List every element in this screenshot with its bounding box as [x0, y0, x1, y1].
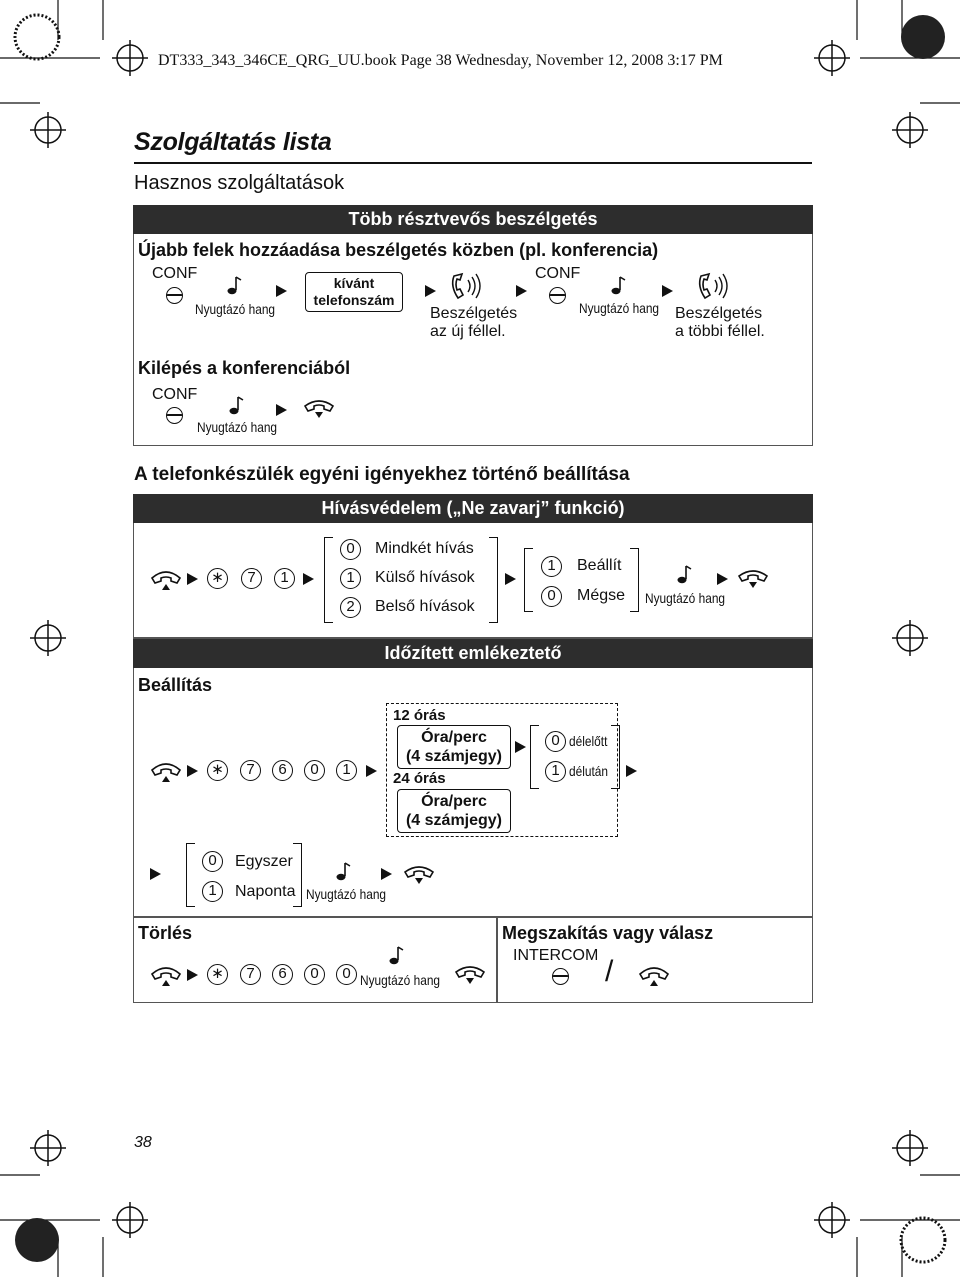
- digit-key: 7: [240, 964, 261, 985]
- off-hook-icon: [636, 962, 670, 988]
- arrow-icon: [187, 969, 198, 981]
- timed-reminder-bar: Időzített emlékeztető: [133, 639, 813, 668]
- set-option-label: Mégse: [577, 587, 626, 604]
- tone-label: Nyugtázó hang: [195, 301, 276, 317]
- digit-key: 0: [202, 851, 223, 872]
- digit-key: 0: [340, 539, 361, 560]
- hang-up-icon: [402, 864, 436, 886]
- digit-key: 1: [202, 881, 223, 902]
- repeat-label: Egyszer: [235, 853, 293, 870]
- divider: [133, 916, 813, 918]
- hm-line1: Óra/perc: [421, 793, 487, 810]
- hour-minute-key: [397, 725, 511, 769]
- dnd-bar: Hívásvédelem („Ne zavarj” funkció): [133, 494, 813, 523]
- digit-key: 2: [340, 597, 361, 618]
- or-slash: /: [605, 955, 614, 988]
- hang-up-icon: [302, 398, 336, 420]
- repeat-bracket: [293, 843, 302, 907]
- off-hook-icon: [148, 566, 182, 592]
- tone-label: Nyugtázó hang: [360, 972, 441, 988]
- intercom-label: INTERCOM: [513, 947, 599, 964]
- conference-bar: Több résztvevős beszélgetés: [133, 205, 813, 234]
- digit-key: 0: [541, 586, 562, 607]
- answer-heading: Megszakítás vagy válasz: [502, 923, 714, 943]
- conf-key-icon: [166, 287, 183, 304]
- handset-talk-icon: [448, 272, 488, 304]
- repeat-bracket: [186, 843, 195, 907]
- star-key-icon: ∗: [207, 760, 228, 781]
- digit-key: 1: [541, 556, 562, 577]
- ampm-label: délután: [569, 763, 609, 779]
- arrow-icon: [276, 285, 287, 297]
- arrow-icon: [425, 285, 436, 297]
- talk-new-party-text: [430, 305, 517, 341]
- off-hook-icon: [148, 758, 182, 784]
- conf-key-icon: [549, 287, 566, 304]
- ampm-bracket: [611, 725, 620, 789]
- arrow-icon: [150, 868, 161, 880]
- tone-label: Nyugtázó hang: [645, 590, 726, 606]
- tone-note-icon: [228, 396, 244, 416]
- h12-label: 12 órás: [393, 707, 446, 724]
- tone-label: Nyugtázó hang: [306, 886, 387, 902]
- personal-settings-heading: A telefonkészülék egyéni igényekhez történő beállítása: [134, 464, 630, 485]
- options-bracket: [324, 537, 333, 623]
- digit-key: 1: [545, 761, 566, 782]
- ampm-bracket: [530, 725, 539, 789]
- talk-others-line2: a többi féllel.: [675, 323, 765, 340]
- talk-new-line2: az új féllel.: [430, 323, 506, 340]
- off-hook-icon: [148, 962, 182, 988]
- options-bracket: [489, 537, 498, 623]
- tone-note-icon: [676, 565, 692, 585]
- conf-label: CONF: [152, 386, 198, 403]
- digit-key: 1: [274, 568, 295, 589]
- arrow-icon: [276, 404, 287, 416]
- hm-line2: (4 számjegy): [405, 812, 503, 829]
- arrow-icon: [187, 573, 198, 585]
- talk-new-line1: Beszélgetés: [430, 305, 518, 322]
- intercom-key-icon: [552, 968, 569, 985]
- talk-others-line1: Beszélgetés: [675, 305, 763, 322]
- digit-key: 7: [241, 568, 262, 589]
- delete-heading: Törlés: [138, 923, 193, 943]
- star-key-icon: ∗: [207, 568, 228, 589]
- section-subtitle: Hasznos szolgáltatások: [134, 172, 345, 194]
- hour-minute-key: [397, 789, 511, 833]
- conf-label: CONF: [152, 265, 198, 282]
- dnd-option-label: Mindkét hívás: [375, 540, 474, 557]
- dnd-option-label: Külső hívások: [375, 569, 475, 586]
- page-number: 38: [134, 1134, 152, 1151]
- arrow-icon: [662, 285, 673, 297]
- dnd-option-label: Belső hívások: [375, 598, 475, 615]
- arrow-icon: [515, 741, 526, 753]
- set-bracket: [524, 548, 533, 612]
- exit-conference-heading: Kilépés a konferenciából: [138, 358, 351, 378]
- hm-line2: (4 számjegy): [405, 748, 503, 765]
- arrow-icon: [187, 765, 198, 777]
- digit-key: 6: [272, 760, 293, 781]
- conf-key-icon: [166, 407, 183, 424]
- desired-number-key: kívánt telefonszám: [305, 272, 403, 312]
- digit-key: 1: [340, 568, 361, 589]
- conf-label: CONF: [535, 265, 581, 282]
- tone-note-icon: [610, 276, 626, 296]
- hang-up-icon: [736, 568, 770, 590]
- set-option-label: Beállít: [577, 557, 622, 574]
- digit-key: 0: [304, 964, 325, 985]
- arrow-icon: [303, 573, 314, 585]
- arrow-icon: [505, 573, 516, 585]
- add-party-heading: Újabb felek hozzáadása beszélgetés közben (pl. konferencia): [138, 240, 659, 260]
- set-bracket: [630, 548, 639, 612]
- page-header: DT333_343_346CE_QRG_UU.book Page 38 Wednesday, November 12, 2008 3:17 PM: [158, 52, 723, 69]
- ampm-label: délelőtt: [569, 733, 608, 749]
- digit-key: 7: [240, 760, 261, 781]
- arrow-icon: [717, 573, 728, 585]
- hm-line1: Óra/perc: [421, 729, 487, 746]
- h24-label: 24 órás: [393, 770, 446, 787]
- repeat-label: Naponta: [235, 883, 296, 900]
- page-title: Szolgáltatás lista: [134, 128, 332, 156]
- arrow-icon: [381, 868, 392, 880]
- tone-label: Nyugtázó hang: [197, 419, 278, 435]
- hang-up-icon: [453, 964, 487, 986]
- arrow-icon: [516, 285, 527, 297]
- tone-note-icon: [335, 862, 351, 882]
- tone-note-icon: [388, 946, 404, 966]
- handset-talk-icon: [695, 272, 735, 304]
- divider: [496, 916, 498, 1003]
- tone-label: Nyugtázó hang: [579, 300, 660, 316]
- digit-key: 1: [336, 760, 357, 781]
- tone-note-icon: [226, 276, 242, 296]
- digit-key: 0: [304, 760, 325, 781]
- digit-key: 0: [336, 964, 357, 985]
- talk-others-text: [675, 305, 765, 341]
- title-rule: [134, 162, 812, 164]
- star-key-icon: ∗: [207, 964, 228, 985]
- setting-heading: Beállítás: [138, 675, 213, 695]
- digit-key: 6: [272, 964, 293, 985]
- arrow-icon: [626, 765, 637, 777]
- arrow-icon: [366, 765, 377, 777]
- digit-key: 0: [545, 731, 566, 752]
